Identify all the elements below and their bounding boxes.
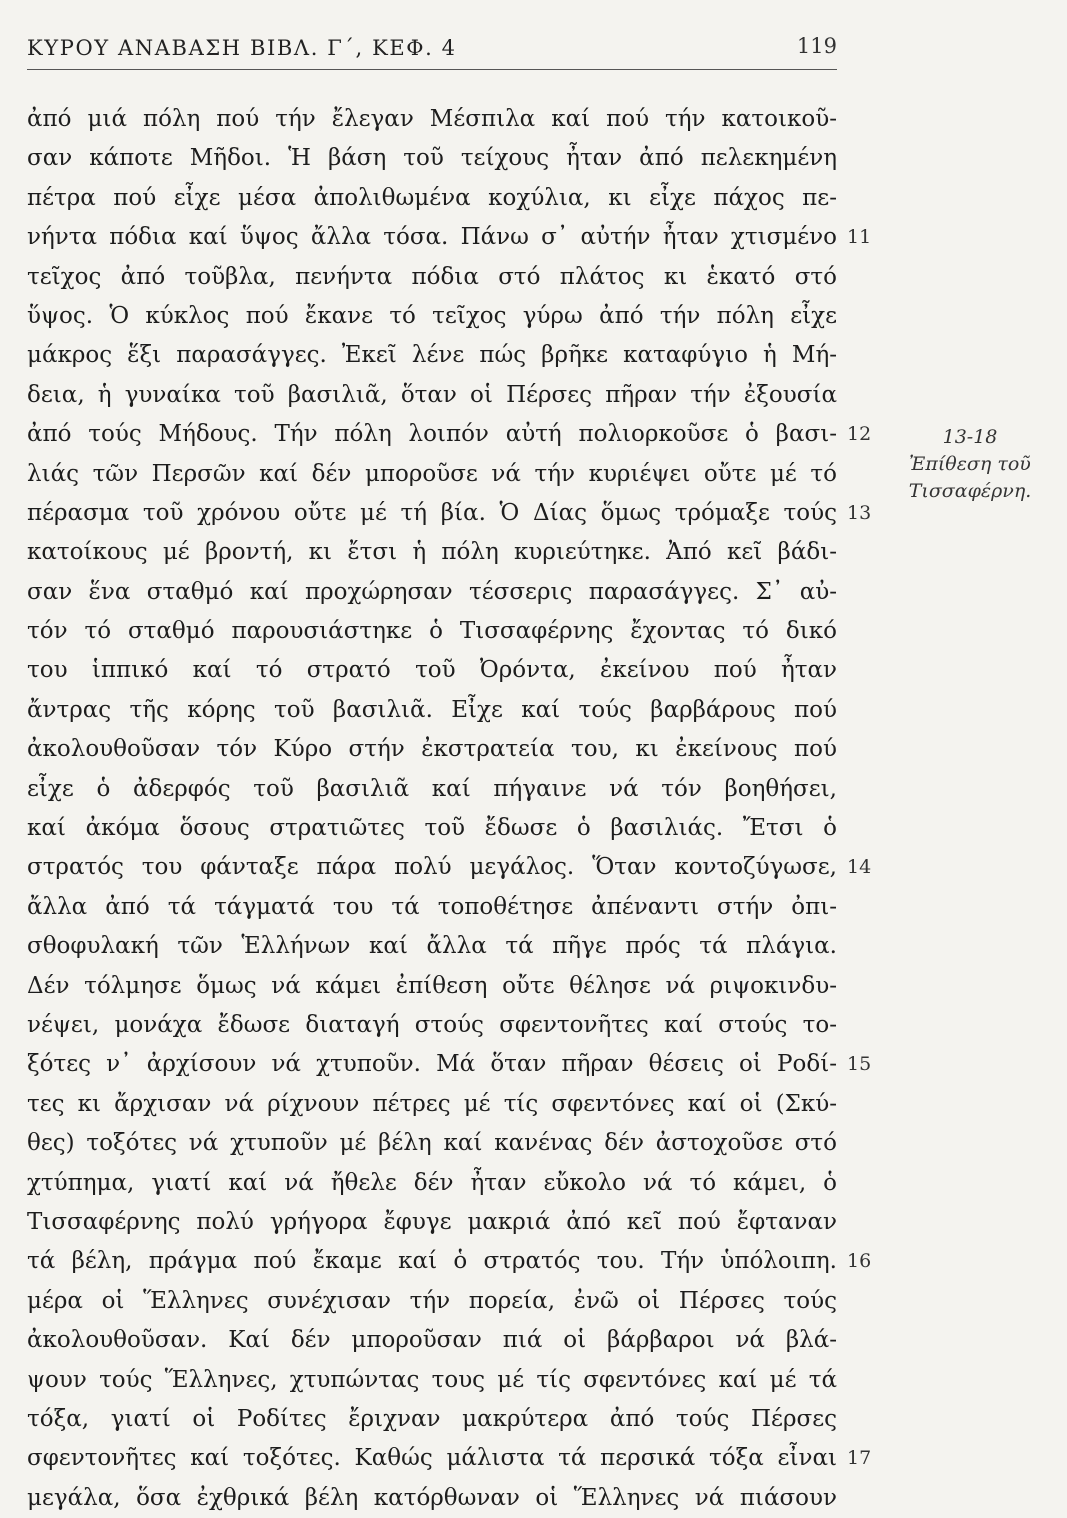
text-line-content: μάκρος ἕξι παρασάγγες. Ἐκεῖ λένε πώς βρῆκε καταφύγιο ἡ Μή- (27, 342, 837, 369)
text-line (27, 1164, 907, 1203)
section-number: 15 (847, 1053, 872, 1076)
text-line (27, 612, 907, 651)
text-line-content: τόξα, γιατί οἱ Ροδίτες ἔριχναν μακρύτερα ἀπό τούς Πέρσες (27, 1405, 837, 1432)
text-line-content: εἶχε ὁ ἀδερφός τοῦ βασιλιᾶ καί πήγαινε νά τόν βοηθήσει, (27, 775, 837, 802)
text-line (27, 730, 907, 769)
text-line-content: πέτρα πού εἶχε μέσα ἀπολιθωμένα κοχύλια, κι εἶχε πάχος πε- (27, 184, 837, 211)
text-line (27, 455, 907, 494)
text-line (27, 533, 907, 572)
section-number: 11 (847, 226, 872, 249)
text-line (27, 1479, 907, 1518)
text-line-content: χτύπημα, γιατί καί νά ἤθελε δέν ἦταν εὔκολο νά τό κάμει, ὁ (27, 1169, 837, 1196)
text-line (27, 1361, 907, 1400)
body-text (27, 100, 907, 1518)
text-line-content: τόν τό σταθμό παρουσιάστηκε ὁ Τισσαφέρνης ἔχοντας τό δικό (27, 618, 837, 645)
text-line (27, 651, 907, 690)
text-line (27, 1045, 907, 1084)
text-line (27, 967, 907, 1006)
text-line (27, 100, 907, 139)
text-line (27, 1282, 907, 1321)
text-line-content: ἄντρας τῆς κόρης τοῦ βασιλιᾶ. Εἶχε καί τούς βαρβάρους πού (27, 696, 837, 723)
text-line (27, 770, 907, 809)
text-line (27, 809, 907, 848)
text-line-content: νέψει, μονάχα ἔδωσε διαταγή στούς σφεντονῆτες καί στούς το- (27, 1011, 837, 1038)
text-line-content: ἀπό μιά πόλη πού τήν ἔλεγαν Μέσπιλα καί πού τήν κατοικοῦ- (27, 106, 837, 132)
text-line-content: Δέν τόλμησε ὅμως νά κάμει ἐπίθεση οὔτε θέλησε νά ριψοκινδυ- (27, 972, 837, 999)
text-line-content: νήντα πόδια καί ὕψος ἄλλα τόσα. Πάνω σ᾽ αὐτήν ἦταν χτισμένο (27, 224, 837, 251)
margin-note (880, 424, 1060, 505)
text-line-content: ξότες ν᾽ ἀρχίσουν νά χτυποῦν. Μά ὅταν πῆραν θέσεις οἱ Ροδί- (27, 1051, 837, 1078)
section-number: 14 (847, 856, 872, 879)
text-line (27, 1242, 907, 1281)
text-line-content: σθοφυλακή τῶν Ἑλλήνων καί ἄλλα τά πῆγε πρός τά πλάγια. (27, 933, 837, 960)
section-number: 12 (847, 423, 872, 446)
text-line-content: σαν ἕνα σταθμό καί προχώρησαν τέσσερις παρασάγγες. Σ᾽ αὐ- (27, 578, 837, 605)
text-line (27, 573, 907, 612)
running-title: ΚΥΡΟΥ ΑΝΑΒΑΣΗ ΒΙΒΛ. Γ΄, ΚΕΦ. 4 (27, 36, 457, 60)
section-number: 17 (847, 1447, 872, 1470)
text-line-content: στρατός του φάνταξε πάρα πολύ μεγάλος. Ὅταν κοντοζύγωσε, (27, 854, 837, 881)
text-line (27, 179, 907, 218)
text-line (27, 888, 907, 927)
text-line (27, 1006, 907, 1045)
margin-note-title-line-2: Τισσαφέρνη. (908, 480, 1032, 502)
section-number: 13 (847, 501, 872, 524)
running-header (27, 26, 837, 66)
text-line (27, 1124, 907, 1163)
text-line-content: του ἱππικό καί τό στρατό τοῦ Ὀρόντα, ἐκείνου πού ἦταν (27, 657, 837, 684)
text-line-content: καί ἀκόμα ὅσους στρατιῶτες τοῦ ἔδωσε ὁ βασιλιάς. Ἔτσι ὁ (27, 815, 837, 842)
text-line-content: θες) τοξότες νά χτυποῦν μέ βέλη καί κανένας δέν ἀστοχοῦσε στό (27, 1130, 837, 1157)
text-line-content: ὕψος. Ὁ κύκλος πού ἔκανε τό τεῖχος γύρω ἀπό τήν πόλη εἶχε (27, 302, 837, 329)
text-line (27, 927, 907, 966)
text-line (27, 848, 907, 887)
text-line (27, 218, 907, 257)
section-number: 16 (847, 1250, 872, 1273)
text-line-content: μεγάλα, ὅσα ἐχθρικά βέλη κατόρθωναν οἱ Ἕλληνες νά πιάσουν (27, 1484, 837, 1511)
text-line-content: τες κι ἄρχισαν νά ρίχνουν πέτρες μέ τίς σφεντόνες καί οἱ (Σκύ- (27, 1090, 837, 1117)
text-line (27, 376, 907, 415)
text-line (27, 336, 907, 375)
text-line-content: σαν κάποτε Μῆδοι. Ἡ βάση τοῦ τείχους ἦταν ἀπό πελεκημένη (27, 145, 837, 172)
text-line-content: τά βέλη, πράγμα πού ἔκαμε καί ὁ στρατός του. Τήν ὑπόλοιπη. (27, 1248, 837, 1275)
text-line-content: Τισσαφέρνης πολύ γρήγορα ἔφυγε μακριά ἀπό κεῖ πού ἔφταναν (27, 1208, 837, 1235)
text-line-content: ἄλλα ἀπό τά τάγματά του τά τοποθέτησε ἀπέναντι στήν ὀπι- (27, 893, 837, 920)
text-line (27, 1203, 907, 1242)
text-line (27, 691, 907, 730)
text-line (27, 297, 907, 336)
text-line-content: πέρασμα τοῦ χρόνου οὔτε μέ τή βία. Ὁ Δίας ὅμως τρόμαξε τούς (27, 499, 837, 526)
text-line-content: κατοίκους μέ βροντή, κι ἔτσι ἡ πόλη κυριεύτηκε. Ἀπό κεῖ βάδι- (27, 539, 837, 566)
text-line (27, 1321, 907, 1360)
text-line-content: τεῖχος ἀπό τοῦβλα, πενήντα πόδια στό πλάτος κι ἑκατό στό (27, 263, 837, 290)
text-line (27, 139, 907, 178)
text-line (27, 415, 907, 454)
margin-note-title-line-1: Ἐπίθεση τοῦ (909, 453, 1031, 475)
text-line-content: ἀκολουθοῦσαν τόν Κύρο στήν ἐκστρατεία του, κι ἐκείνους πού (27, 736, 837, 763)
text-line (27, 1439, 907, 1478)
text-line (27, 1085, 907, 1124)
text-line (27, 494, 907, 533)
text-line-content: σφεντονῆτες καί τοξότες. Καθώς μάλιστα τά περσικά τόξα εἶναι (27, 1445, 837, 1472)
text-line-content: δεια, ἡ γυναίκα τοῦ βασιλιᾶ, ὅταν οἱ Πέρσες πῆραν τήν ἐξουσία (27, 381, 837, 408)
text-line-content: ἀκολουθοῦσαν. Καί δέν μποροῦσαν πιά οἱ βάρβαροι νά βλά- (27, 1327, 837, 1354)
text-line-content: μέρα οἱ Ἕλληνες συνέχισαν τήν πορεία, ἐνῶ οἱ Πέρσες τούς (27, 1287, 837, 1314)
text-line-content: ψουν τούς Ἕλληνες, χτυπώντας τους μέ τίς σφεντόνες καί μέ τά (27, 1366, 837, 1393)
text-line-content: λιάς τῶν Περσῶν καί δέν μποροῦσε νά τήν κυριέψει οὔτε μέ τό (27, 460, 837, 487)
text-line (27, 258, 907, 297)
header-rule (27, 69, 837, 70)
text-line (27, 1400, 907, 1439)
page-number: 119 (796, 34, 837, 58)
margin-note-range: 13-18 (942, 426, 998, 448)
text-line-content: ἀπό τούς Μήδους. Τήν πόλη λοιπόν αὐτή πολιορκοῦσε ὁ βασι- (27, 421, 837, 448)
